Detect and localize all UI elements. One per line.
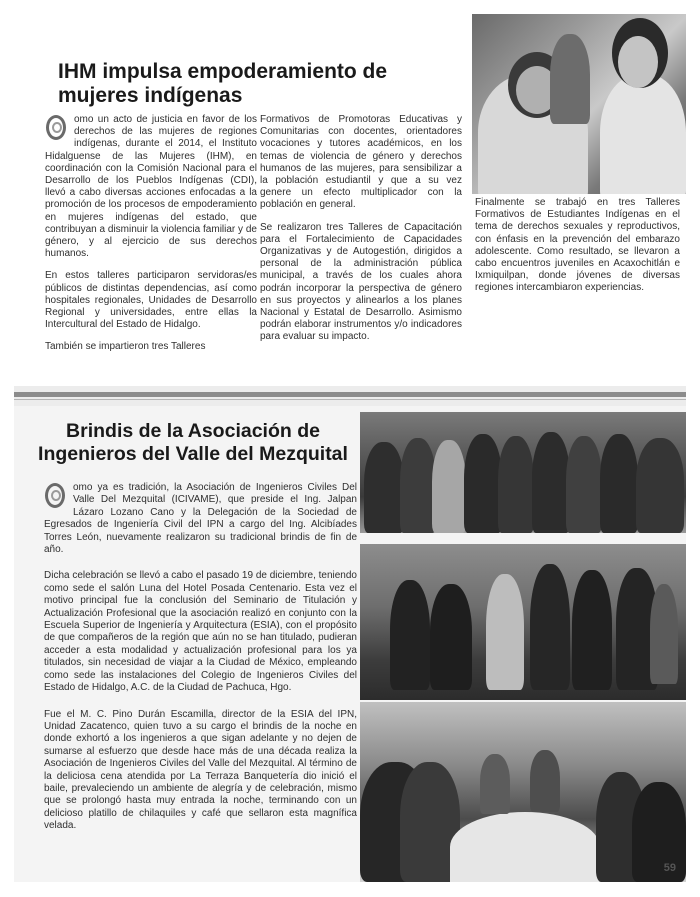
- paragraph-text: omo un acto de justicia en favor de los derechos de las mujeres de regiones indígenas, durante el 2014, el Instituto Hidalguense de las Mujeres (IHM), en coordinación con la Comisión Nacional para el Desarrollo de los Pueblos Indígenas (CDI), llevó a cabo diversas acciones enfocadas a la promoción de los procesos de empoderamiento en mujeres indígenas del estado, que contribuyan a disminuir la violencia familiar y de género, y al ejercicio de sus derechos humanos.: [45, 114, 257, 260]
- photo-women-meeting: [472, 14, 686, 194]
- magazine-page: [14, 14, 686, 882]
- page-number: 59: [663, 862, 676, 874]
- paragraph: [44, 482, 357, 556]
- paragraph: Formativos de Promotoras Educativas y Comunitarias con docentes, orientadores vocaciones y tutores académicos, en los temas de violencia de género y derechos humanos de las mujeres, para sensibilizar a la población estudiantil y que a su vez genere un efecto multiplicador con la población en general.: [260, 114, 462, 211]
- paragraph: En estos talleres participaron servidoras/es públicos de distintas dependencias, así como hospitales regionales, Unidades de Desarrollo Regional y universidades, entre ellas la Intercultural del Estado de Hidalgo.: [45, 270, 257, 331]
- paragraph: Dicha celebración se llevó a cabo el pasado 19 de diciembre, teniendo como sede el salón Luna del Hotel Posada Centenario. Esta vez el motivo principal fue la conclusión del Seminario de Titulación y Actualización Profesional que la asociación realizó en conjunto con la Escuela Superior de Ingeniería y Arquitectura (ESIA), con el propósito de que compañeros de la región que aún no se han titulado, pudieran acceder a esta modalidad y actualización profesional para los ya titulados, sin necesidad de viajar a la Ciudad de México, empleando como sede las instalaciones del Colegio de Ingenieros Civiles del Estado de Hidalgo, A.C. de la Ciudad de Pachuca, Hgo.: [44, 570, 357, 694]
- section-divider-line: [14, 399, 686, 400]
- article-body: [44, 482, 357, 843]
- article-ingenieros: [14, 406, 686, 882]
- article-column-1: [45, 114, 257, 364]
- paragraph: Finalmente se trabajó en tres Talleres Formativos de Estudiantes Indígenas en el tema de derechos sexuales y reproductivos, con énfasis en la prevención del embarazo adolescente. Como resultado, se llevaron a cabo encuentros juveniles en Acaxochitlán e Ixmiquilpan, donde jóvenes de diversas regiones intercambiaron experiencias.: [475, 197, 680, 294]
- paragraph: Fue el M. C. Pino Durán Escamilla, director de la ESIA del IPN, Unidad Zacatenco, quien tuvo a su cargo el brindis de la noche en donde exhortó a los ingenieros a que sigan adelante y no dejen de sumarse al esfuerzo que desde hace más de una década realiza la Asociación de Ingenieros Civiles del Valle del Mezquital. Al término de la deliciosa cena atendida por La Terraza Banquetería dio inició el baile, prevaleciendo un ambiente de alegría y de celebración, mismo que se prolongó hasta muy entrada la noche, terminando con un delicioso platillo de chilaquiles y café que sellaron esta magnífica velada.: [44, 708, 357, 832]
- section-divider: [14, 392, 686, 397]
- article-ihm: [14, 14, 686, 386]
- article-column-2: [260, 114, 462, 354]
- article-column-3: [475, 197, 680, 305]
- paragraph: Se realizaron tres Talleres de Capacitación para el Fortalecimiento de Capacidades Organizativas y de Autogestión, dirigidos a personal de la administración pública municipal, a través de los cuales ahora podrán incorporar la perspectiva de género en sus proyectos y alinearlos a los planes Nacional y Estatal de Desarrollo. Asimismo podrán elaborar instrumentos y/o indicadores para evaluar su impacto.: [260, 221, 462, 343]
- photo-stage-ceremony: [360, 544, 686, 700]
- drop-cap-c-icon: [44, 482, 70, 512]
- paragraph: [45, 114, 257, 260]
- photo-dinner-tables: [360, 702, 686, 882]
- article-title: Brindis de la Asociación de Ingenieros del Valle del Mezquital: [38, 420, 348, 465]
- article-title: IHM impulsa empoderamiento de mujeres indígenas: [58, 60, 388, 107]
- paragraph-text: omo ya es tradición, la Asociación de Ingenieros Civiles Del Valle Del Mezquital (ICIVAME), que preside el Ing. Jalpan Lázaro Lozano Cano y la Delegación de la Sociedad de Egresados de Ingeniería Civil del IPN a cargo del Ing. Alcibíades Torres León, nuevamente realizaron su tradicional brindis de fin de año.: [44, 482, 357, 556]
- drop-cap-c-icon: [45, 114, 71, 144]
- photo-group-engineers: [360, 412, 686, 533]
- paragraph: También se impartieron tres Talleres: [45, 341, 206, 353]
